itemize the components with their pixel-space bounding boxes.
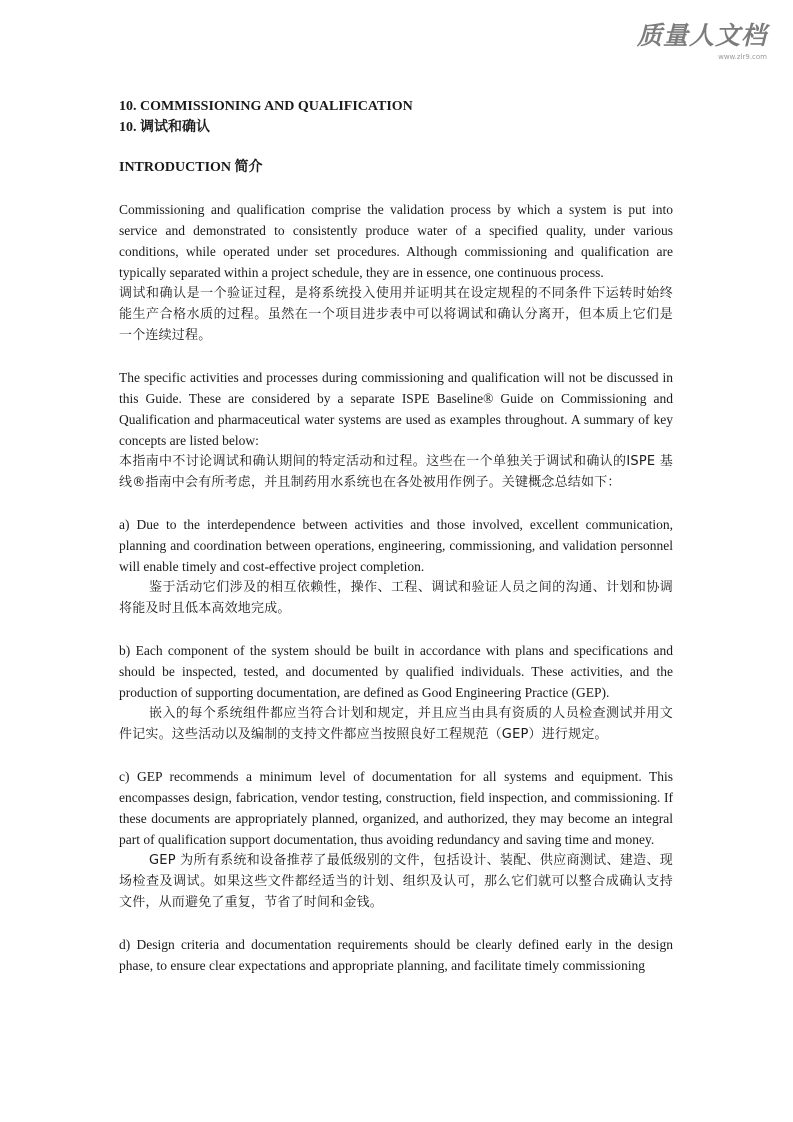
section-title-en: 10. COMMISSIONING AND QUALIFICATION (119, 99, 413, 114)
intro-heading: INTRODUCTION 简介 (119, 160, 263, 175)
paragraph-en: a) Due to the interdependence between activities and those involved, excellent communication, planning and coordination between operations, engineering, commissioning, and validation personnel will enable timely and cost-effective project completion. (119, 517, 673, 574)
paragraph-cn: 鉴于活动它们涉及的相互依赖性，操作、工程、调试和验证人员之间的沟通、计划和协调将能及时且低本高效地完成。 (119, 580, 673, 616)
paragraph-scope (119, 367, 673, 493)
logo-url: www.zlr9.com (718, 53, 767, 61)
paragraph-en: The specific activities and processes during commissioning and qualification will not be discussed in this Guide. These are considered by a separate ISPE Baseline® Guide on Commissioning and Qualification and pharmaceutical water systems are used as examples throughout. A summary of key concepts are listed below: (119, 370, 673, 448)
paragraph-overview (119, 199, 673, 346)
logo-text: 质量人文档 (637, 21, 768, 50)
list-item-b (119, 640, 673, 745)
document-body (119, 96, 673, 976)
section-title-cn: 10. 调试和确认 (119, 120, 210, 135)
site-logo (637, 22, 779, 62)
list-item-a (119, 514, 673, 619)
list-item-d (119, 934, 673, 976)
paragraph-cn: GEP 为所有系统和设备推荐了最低级别的文件，包括设计、装配、供应商测试、建造、现场检查及调试。如果这些文件都经适当的计划、组织及认可，那么它们就可以整合成确认支持文件，从而避免了重复，节省了时间和金钱。 (119, 853, 673, 910)
paragraph-en: d) Design criteria and documentation requirements should be clearly defined early in the design phase, to ensure clear expectations and appropriate planning, and facilitate timely commissioning (119, 937, 673, 973)
paragraph-cn: 调试和确认是一个验证过程，是将系统投入使用并证明其在设定规程的不同条件下运转时始终能生产合格水质的过程。虽然在一个项目进步表中可以将调试和确认分离开，但本质上它们是一个连续过程。 (119, 286, 673, 343)
paragraph-en: b) Each component of the system should be built in accordance with plans and specifications and should be inspected, tested, and documented by qualified individuals. These activities, and the production of supporting documentation, are defined as Good Engineering Practice (GEP). (119, 643, 673, 700)
paragraph-en: c) GEP recommends a minimum level of documentation for all systems and equipment. This encompasses design, fabrication, vendor testing, construction, field inspection, and commissioning. If these documents are appropriately planned, organized, and authorized, they may become an integral part of qualification support documentation, thus avoiding redundancy and saving time and money. (119, 769, 673, 847)
list-item-c (119, 766, 673, 913)
paragraph-cn: 本指南中不讨论调试和确认期间的特定活动和过程。这些在一个单独关于调试和确认的ISPE 基线®指南中会有所考虑，并且制药用水系统也在各处被用作例子。关键概念总结如下： (119, 454, 673, 490)
paragraph-en: Commissioning and qualification comprise the validation process by which a system is put into service and demonstrated to consistently produce water of a specified quality, under various conditions, while operated under set procedures. Although commissioning and qualification are typically separated within a project schedule, they are in essence, one continuous process. (119, 202, 673, 280)
paragraph-cn: 嵌入的每个系统组件都应当符合计划和规定，并且应当由具有资质的人员检查测试并用文件记实。这些活动以及编制的支持文件都应当按照良好工程规范（GEP）进行规定。 (119, 706, 673, 742)
